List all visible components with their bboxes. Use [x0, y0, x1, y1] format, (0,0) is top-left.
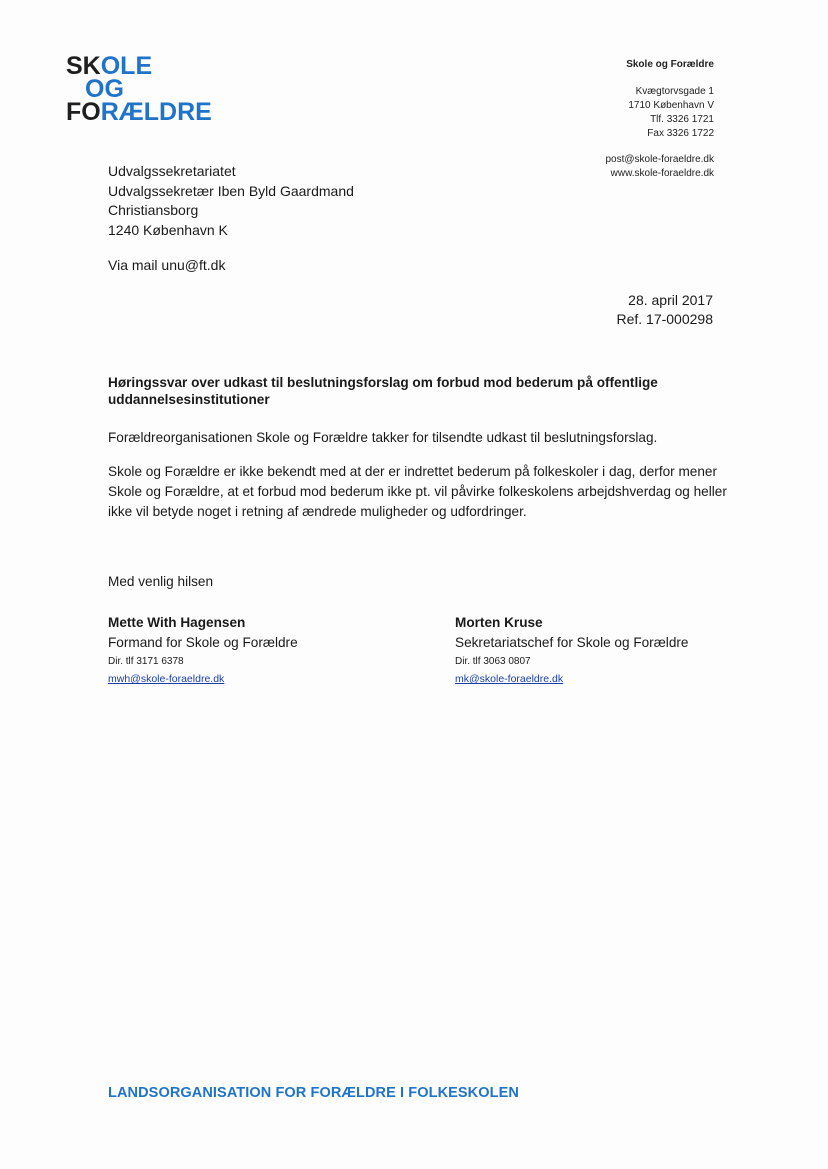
- signatory-name: Mette With Hagensen: [108, 615, 246, 630]
- sender-org: Skole og Forældre: [626, 59, 714, 70]
- signatory-email-link[interactable]: mk@skole-foraeldre.dk: [455, 673, 564, 685]
- recipient-line: 1240 København K: [108, 221, 228, 238]
- letter-reference: Ref. 17-000298: [616, 311, 713, 327]
- signatory-block: [455, 613, 688, 688]
- recipient-line: Udvalgssekretariatet: [108, 163, 236, 179]
- sender-city: 1710 København V: [628, 100, 714, 111]
- letter-subject: Høringssvar over udkast til beslutningsforslag om forbud mod bederum på offentlige uddannelsesinstitutioner: [108, 375, 658, 407]
- logo-line-1: SKOLE: [66, 52, 153, 80]
- letter-date: 28. april 2017: [628, 292, 713, 308]
- recipient-line: Christiansborg: [108, 202, 199, 218]
- recipient-line: Udvalgssekretær Iben Byld Gaardmand: [108, 182, 354, 199]
- signatory-title: Sekretariatschef for Skole og Forældre: [455, 634, 689, 650]
- signatory-title: Formand for Skole og Forældre: [108, 634, 298, 650]
- sender-web: www.skole-foraeldre.dk: [610, 168, 714, 179]
- signatory-phone: Dir. tlf 3171 6378: [108, 656, 184, 667]
- body-paragraph: Skole og Forældre er ikke bekendt med at der er indrettet bederum på folkeskoler i dag, derfor mener Skole og Forældre, at et forbud mod bederum ikke pt. vil påvirke folkeskolens arbejdshverdag og heller ikke vil betyde noget i retning af ændrede muligheder og udfordringer.: [108, 464, 727, 519]
- logo-line-3: FORÆLDRE: [66, 98, 212, 126]
- signatory-phone: Dir. tlf 3063 0807: [455, 656, 531, 667]
- sender-fax: Fax 3326 1722: [647, 128, 714, 139]
- via-mail: Via mail unu@ft.dk: [108, 257, 226, 273]
- signatory-block: [108, 613, 298, 688]
- sender-address-block: [605, 58, 714, 181]
- skole-og-foraeldre-logo: [66, 52, 212, 126]
- sender-street: Kvægtorvsgade 1: [635, 86, 714, 97]
- footer-tagline: LANDSORGANISATION FOR FORÆLDRE I FOLKESKOLEN: [108, 1085, 519, 1101]
- recipient-address-block: [108, 162, 354, 240]
- logo-line-2: OG: [85, 75, 124, 103]
- sender-email: post@skole-foraeldre.dk: [605, 154, 714, 165]
- signatory-email-link[interactable]: mwh@skole-foraeldre.dk: [108, 673, 225, 685]
- sender-phone: Tlf. 3326 1721: [650, 114, 714, 125]
- body-paragraph: Forældreorganisationen Skole og Forældre takker for tilsendte udkast til beslutningsforslag.: [108, 430, 658, 445]
- date-reference-block: [616, 291, 713, 329]
- closing-greeting: Med venlig hilsen: [108, 574, 214, 589]
- signatory-name: Morten Kruse: [455, 615, 543, 630]
